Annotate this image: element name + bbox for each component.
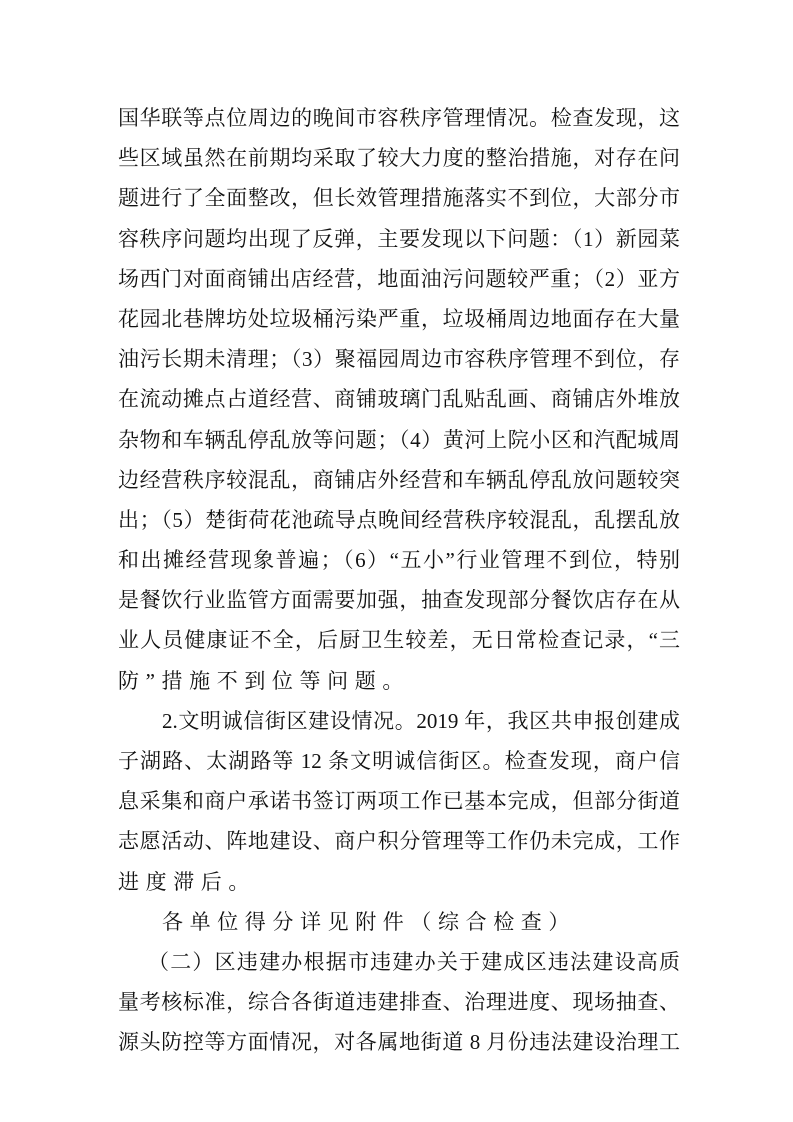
paragraph-civilized-street (118, 701, 680, 902)
text-line: 花园北巷牌坊处垃圾桶污染严重，垃圾桶周边地面存在大量 (118, 306, 680, 331)
text-line: 息采集和商户承诺书签订两项工作已基本完成，但部分街道 (118, 789, 680, 814)
text-line: 国华联等点位周边的晚间市容秩序管理情况。检查发现，这 (118, 106, 680, 130)
text-line: 场西门对面商铺出店经营，地面油污问题较严重；（2）亚方 (118, 266, 680, 291)
text-line: 源头防控等方面情况，对各属地街道 8 月份违法建设治理工 (118, 1030, 680, 1055)
text-line: 在流动摊点占道经营、商铺玻璃门乱贴乱画、商铺店外堆放 (118, 387, 680, 412)
paragraph-illegal-construction (118, 942, 680, 1063)
text-line: 油污长期未清理；（3）聚福园周边市容秩序管理不到位，存 (118, 347, 680, 372)
text-line: 题进行了全面整改，但长效管理措施落实不到位，大部分市 (118, 186, 680, 211)
text-line: 防”措施不到位等问题。 (118, 668, 410, 693)
paragraph-street-inspection (118, 98, 680, 701)
text-line: 志愿活动、阵地建设、商户积分管理等工作仍未完成，工作 (118, 829, 680, 854)
text-line: 出；（5）楚街荷花池疏导点晚间经营秩序较混乱，乱摆乱放 (118, 507, 680, 532)
text-line: 边经营秩序较混乱，商铺店外经营和车辆乱停乱放问题较突 (118, 467, 680, 492)
text-line: 容秩序问题均出现了反弹，主要发现以下问题：（1）新园菜 (118, 226, 680, 251)
text-line: 2.文明诚信街区建设情况。2019 年，我区共申报创建成 (162, 708, 680, 733)
text-line: 子湖路、太湖路等 12 条文明诚信街区。检查发现，商户信 (118, 749, 680, 773)
text-line: 进度滞后。 (118, 869, 256, 894)
text-line: 些区域虽然在前期均采取了较大力度的整治措施，对存在问 (118, 146, 680, 171)
text-line: 和出摊经营现象普遍；（6）“五小”行业管理不到位，特别 (118, 548, 680, 573)
text-line: 各单位得分详见附件（综合检查） (162, 909, 576, 934)
body-text (118, 98, 680, 1063)
text-line: 业人员健康证不全，后厨卫生较差，无日常检查记录，“三 (118, 628, 680, 653)
paragraph-scores-note (118, 902, 680, 942)
text-line: 量考核标准，综合各街道违建排查、治理进度、现场抽查、 (118, 990, 680, 1015)
text-line: 是餐饮行业监管方面需要加强，抽查发现部分餐饮店存在从 (118, 588, 680, 613)
text-line: 杂物和车辆乱停乱放等问题；（4）黄河上院小区和汽配城周 (118, 427, 680, 452)
text-line: （二）区违建办根据市违建办关于建成区违法建设高质 (148, 949, 680, 974)
